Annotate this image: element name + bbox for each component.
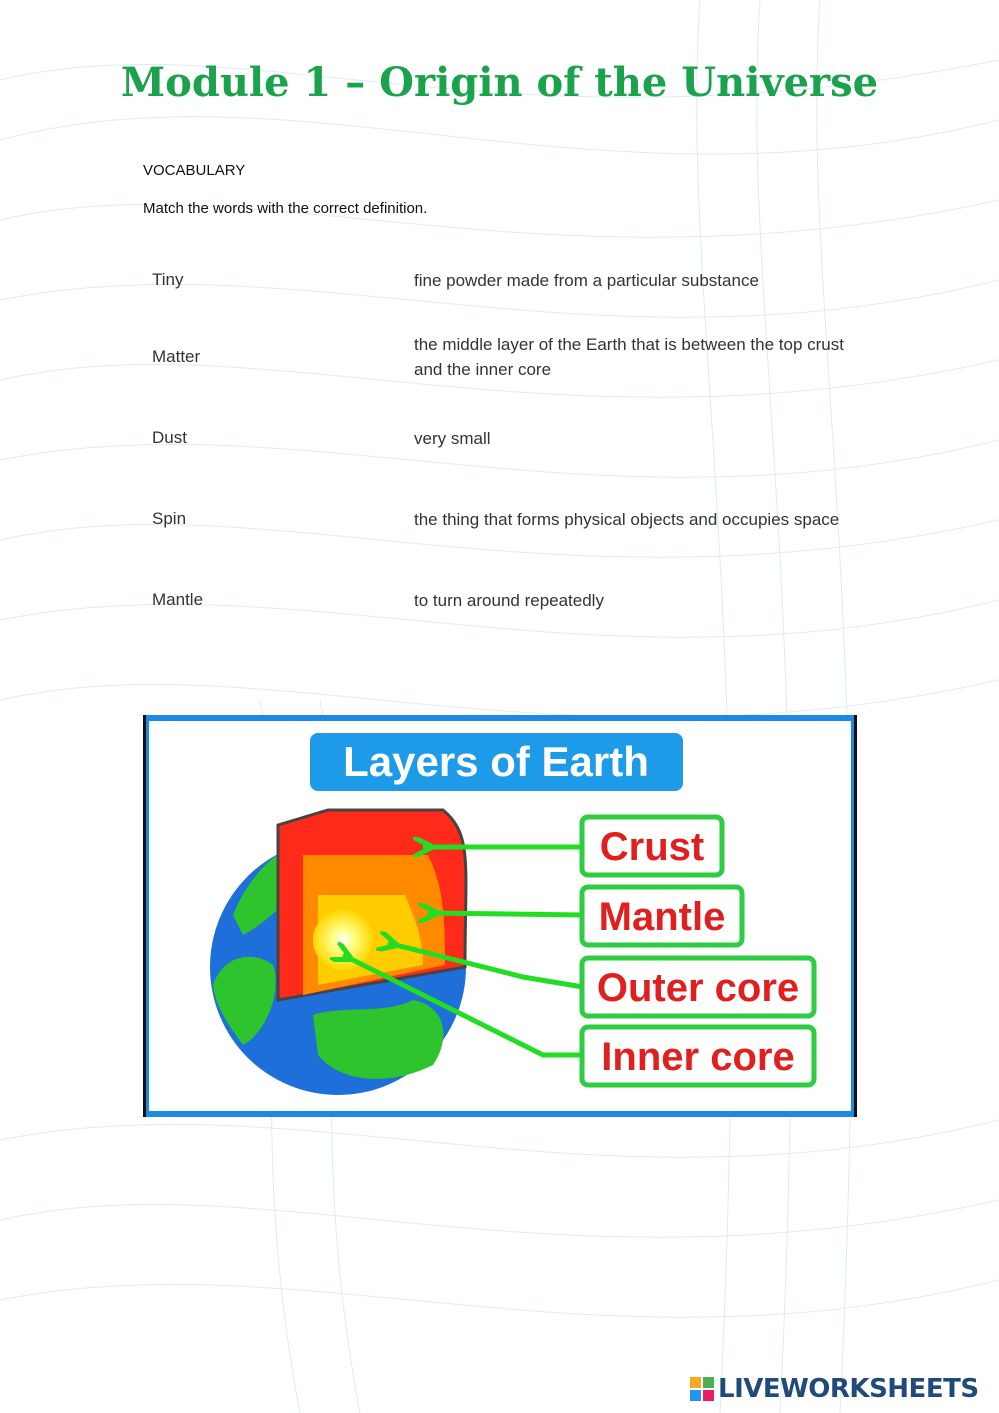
label-inner-core-text: Inner core bbox=[601, 1035, 795, 1079]
instructions-text: Match the words with the correct definition. bbox=[143, 200, 428, 217]
section-label: VOCABULARY bbox=[143, 162, 246, 179]
earth-layers-diagram bbox=[143, 715, 857, 1117]
liveworksheets-logo bbox=[690, 1372, 979, 1406]
label-inner-core bbox=[582, 1027, 814, 1085]
vocab-word[interactable]: Spin bbox=[152, 509, 187, 528]
vocab-row bbox=[152, 408, 862, 468]
vocab-definition[interactable]: very small bbox=[414, 428, 491, 448]
label-mantle bbox=[582, 887, 742, 945]
vocab-definition[interactable]: the middle layer of the Earth that is between the top crust and the inner core bbox=[414, 335, 844, 379]
page-title: Module 1 – Origin of the Universe bbox=[120, 59, 879, 106]
label-outer-core-text: Outer core bbox=[596, 966, 800, 1010]
vocab-definition[interactable]: fine powder made from a particular substance bbox=[414, 270, 759, 290]
liveworksheets-logo-icon bbox=[690, 1377, 714, 1401]
liveworksheets-logo-text: LIVEWORKSHEETS bbox=[718, 1374, 979, 1404]
vocab-row bbox=[152, 250, 862, 310]
vocab-word[interactable]: Tiny bbox=[152, 270, 184, 289]
label-mantle-text: Mantle bbox=[598, 895, 726, 939]
vocab-word[interactable]: Dust bbox=[152, 428, 187, 447]
vocab-word[interactable]: Mantle bbox=[152, 590, 204, 609]
label-crust-text: Crust bbox=[599, 825, 705, 869]
diagram-title: Layers of Earth bbox=[343, 738, 649, 785]
vocab-row bbox=[152, 489, 862, 549]
label-crust bbox=[582, 817, 722, 875]
label-outer-core bbox=[582, 958, 814, 1016]
vocab-definition[interactable]: the thing that forms physical objects and occupies space bbox=[414, 509, 840, 529]
vocab-word[interactable]: Matter bbox=[152, 347, 201, 366]
vocab-row bbox=[152, 327, 862, 387]
vocab-row bbox=[152, 570, 862, 630]
vocab-definition[interactable]: to turn around repeatedly bbox=[414, 590, 604, 610]
